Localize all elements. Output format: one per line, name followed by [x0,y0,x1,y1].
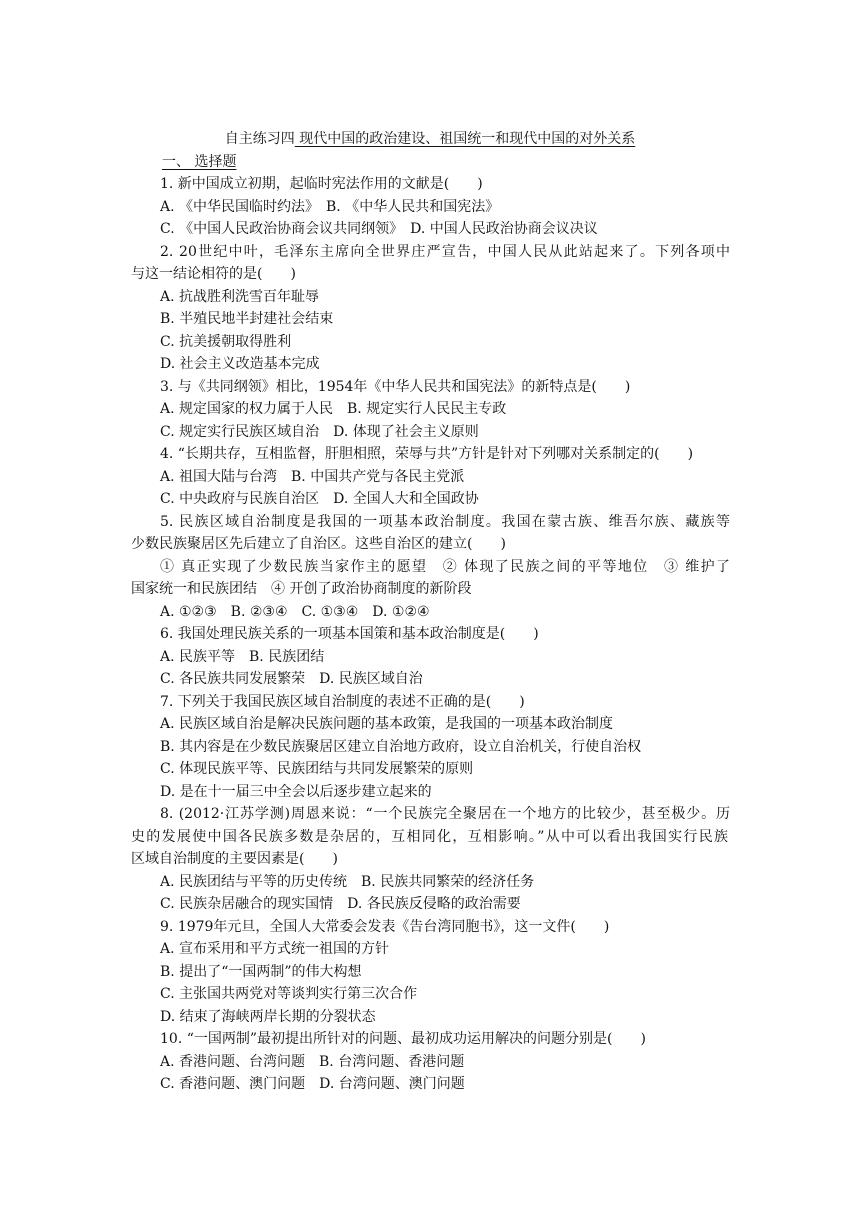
text-line: C. 各民族共同发展繁荣 D. 民族区域自治 [160,671,423,687]
text-line: ① 真正实现了少数民族当家作主的愿望 ② 体现了民族之间的平等地位 ③ 维护了 [160,558,730,575]
text-line: D. 是在十一届三中全会以后逐步建立起来的 [160,783,432,800]
text-line: C. 香港问题、澳门问题 D. 台湾问题、澳门问题 [160,1076,465,1092]
text-line: A. 民族区域自治是解决民族问题的基本政策，是我国的一项基本政治制度 [160,716,614,732]
text-line: 少数民族聚居区先后建立了自治区。这些自治区的建立( ) [131,536,506,552]
text-line: D. 社会主义改造基本完成 [160,356,320,372]
text-line: 国家统一和民族团结 ④ 开创了政治协商制度的新阶段 [131,581,472,597]
text-line: C. 规定实行民族区域自治 D. 体现了社会主义原则 [160,423,479,440]
text-line: A. 抗战胜利洗雪百年耻辱 [160,288,320,305]
title-main: 现代中国的政治建设、祖国统一和现代中国的对外关系 [294,131,636,147]
text-line: 8. (2012·江苏学测)周恩来说：“一个民族完全聚居在一个地方的比较少，甚至极少。历 [160,806,730,822]
text-line: C. 中央政府与民族自治区 D. 全国人大和全国政协 [160,491,479,507]
text-line: 5. 民族区域自治制度是我国的一项基本政治制度。我国在蒙古族、维吾尔族、藏族等 [160,513,730,530]
text-line: A. 民族平等 B. 民族团结 [160,648,325,665]
text-line: C. 抗美援朝取得胜利 [160,333,292,350]
text-line: 9. 1979年元旦，全国人大常委会发表《告台湾同胞书》，这一文件( ) [160,918,610,935]
text-line: 4. “长期共存，互相监督，肝胆相照，荣辱与共”方针是针对下列哪对关系制定的( ) [160,446,694,462]
text-line: 10. “一国两制”最初提出所针对的问题、最初成功运用解决的问题分别是( ) [160,1031,646,1047]
text-line: 3. 与《共同纲领》相比，1954年《中华人民共和国宪法》的新特点是( ) [160,378,631,395]
text-line: 1. 新中国成立初期，起临时宪法作用的文献是( ) [160,176,483,192]
title-prefix: 自主练习四 [224,131,295,147]
text-line: C. 体现民族平等、民族团结与共同发展繁荣的原则 [160,761,474,777]
text-line: B. 提出了“一国两制”的伟大构想 [160,963,362,980]
text-line: A. 《中华民国临时约法》 B. 《中华人民共和国宪法》 [160,198,500,215]
text-line: 6. 我国处理民族关系的一项基本国策和基本政治制度是( ) [160,626,539,642]
text-line: D. 结束了海峡两岸长期的分裂状态 [160,1008,376,1025]
text-line: C. 《中国人民政治协商会议共同纲领》 D. 中国人民政治协商会议决议 [160,221,598,237]
text-line: A. ①②③ B. ②③④ C. ①③④ D. ①②④ [160,603,430,620]
text-line: C. 主张国共两党对等谈判实行第三次合作 [160,986,418,1002]
text-line: A. 民族团结与平等的历史传统 B. 民族共同繁荣的经济任务 [160,873,535,890]
text-line: C. 民族杂居融合的现实国情 D. 各民族反侵略的政治需要 [160,896,521,912]
document-title [0,129,860,149]
text-line: B. 半殖民地半封建社会结束 [160,311,334,327]
section-heading: 一、 选择题 [162,154,237,170]
text-line: A. 香港问题、台湾问题 B. 台湾问题、香港问题 [160,1053,465,1070]
text-line: 2. 20世纪中叶，毛泽东主席向全世界庄严宣告，中国人民从此站起来了。下列各项中 [160,243,730,260]
text-line: A. 祖国大陆与台湾 B. 中国共产党与各民主党派 [160,468,465,485]
text-line: A. 宣布采用和平方式统一祖国的方针 [160,941,390,957]
text-line: 7. 下列关于我国民族区域自治制度的表述不正确的是( ) [160,693,525,710]
text-line: B. 其内容是在少数民族聚居区建立自治地方政府，设立自治机关，行使自治权 [160,738,642,755]
text-line: 与这一结论相符的是( ) [131,266,296,282]
text-line: 史的发展使中国各民族多数是杂居的，互相同化，互相影响。”从中可以看出我国实行民族 [131,828,728,845]
text-line: 区域自治制度的主要因素是( ) [131,851,338,867]
text-line: A. 规定国家的权力属于人民 B. 规定实行人民民主专政 [160,401,507,417]
